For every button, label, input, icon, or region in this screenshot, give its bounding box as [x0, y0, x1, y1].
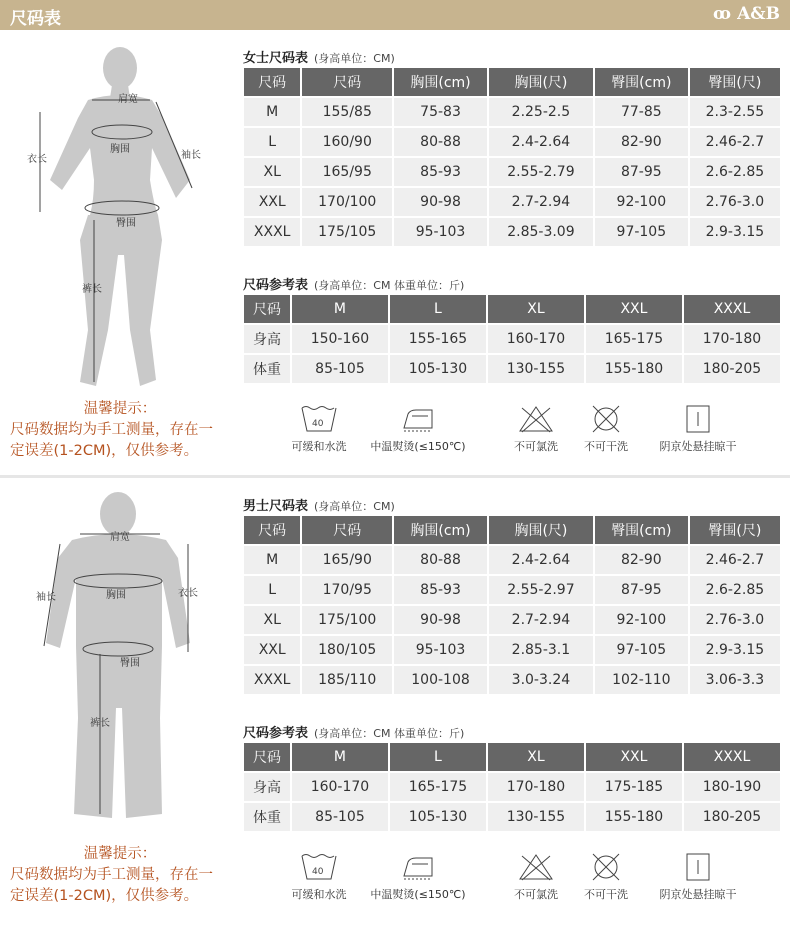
header-cell: XL	[488, 743, 584, 771]
table-cell: 170/95	[302, 576, 392, 604]
header-cell: XXXL	[684, 295, 780, 323]
table-cell: 105-130	[390, 803, 486, 831]
table-cell: 80-88	[394, 128, 487, 156]
care-label: 不可干洗	[584, 888, 628, 901]
care-item	[576, 852, 636, 902]
table-row	[244, 128, 780, 156]
table-cell: 180-205	[684, 803, 780, 831]
table-cell: 160-170	[488, 325, 584, 353]
table-cell: 155-180	[586, 355, 682, 383]
hang-dry-icon	[678, 852, 718, 882]
header-cell: XL	[488, 295, 584, 323]
table-cell: 2.9-3.15	[690, 636, 780, 664]
header-cell: XXL	[586, 743, 682, 771]
table-cell: 90-98	[394, 606, 487, 634]
brand-logo	[713, 4, 780, 24]
table-row	[244, 636, 780, 664]
women-section	[0, 30, 790, 485]
table-cell: L	[244, 128, 300, 156]
tip-line-2: 定误差(1-2CM)，仅供参考。	[10, 443, 199, 459]
women-care-icons	[240, 404, 790, 464]
header-cell: 胸围(cm)	[394, 68, 487, 96]
table-cell: 155/85	[302, 98, 392, 126]
table-cell: XL	[244, 606, 300, 634]
care-label: 阴京处悬挂晾干	[659, 888, 737, 901]
care-item	[368, 852, 468, 902]
table-cell: XXXL	[244, 666, 300, 694]
men-section	[0, 475, 790, 927]
header-cell: 胸围(cm)	[394, 516, 487, 544]
table-title-text: 女士尺码表	[243, 51, 309, 66]
header-cell: M	[292, 295, 388, 323]
table-cell: 170-180	[488, 773, 584, 801]
table-cell: 2.7-2.94	[489, 606, 593, 634]
women-size-table-title	[243, 47, 395, 66]
table-cell: 105-130	[390, 355, 486, 383]
table-cell: 87-95	[595, 576, 688, 604]
table-cell: 85-105	[292, 355, 388, 383]
table-row	[244, 546, 780, 574]
table-row	[244, 576, 780, 604]
table-cell: 2.3-2.55	[690, 98, 780, 126]
care-item	[506, 404, 566, 454]
header-cell: 尺码	[244, 295, 290, 323]
table-cell: 95-103	[394, 218, 487, 246]
table-cell: 85-93	[394, 158, 487, 186]
women-ref-table	[242, 293, 782, 385]
care-label: 不可氯洗	[514, 440, 558, 453]
table-subtitle: (身高单位：CM 体重单位：斤)	[314, 279, 465, 292]
table-cell: XL	[244, 158, 300, 186]
header-cell: L	[390, 743, 486, 771]
table-cell: L	[244, 576, 300, 604]
table-row	[244, 606, 780, 634]
men-ref-table	[242, 741, 782, 833]
table-cell: 3.06-3.3	[690, 666, 780, 694]
table-cell: 155-165	[390, 325, 486, 353]
table-cell: XXL	[244, 188, 300, 216]
table-cell: 3.0-3.24	[489, 666, 593, 694]
table-row	[244, 325, 780, 353]
care-item	[650, 852, 746, 902]
table-row	[244, 803, 780, 831]
table-cell: 82-90	[595, 546, 688, 574]
table-cell: 2.6-2.85	[690, 576, 780, 604]
table-cell: 体重	[244, 803, 290, 831]
women-label-pants: 裤长	[82, 284, 102, 295]
women-ref-table-title	[243, 274, 464, 293]
women-size-table	[242, 66, 782, 248]
care-item	[286, 852, 352, 902]
women-label-length: 衣长	[27, 154, 47, 165]
table-subtitle: (身高单位：CM)	[314, 500, 395, 513]
hand-wash-icon	[299, 404, 339, 434]
page-title: 尺码表	[10, 9, 61, 29]
table-cell: 175-185	[586, 773, 682, 801]
tip-line-1: 尺码数据均为手工测量，存在一	[10, 422, 213, 438]
header-cell: M	[292, 743, 388, 771]
men-size-table-title	[243, 495, 395, 514]
table-cell: 75-83	[394, 98, 487, 126]
tip-title: 温馨提示：	[83, 846, 157, 862]
table-cell: 2.6-2.85	[690, 158, 780, 186]
table-cell: 185/110	[302, 666, 392, 694]
iron-icon	[398, 404, 438, 434]
table-cell: 77-85	[595, 98, 688, 126]
table-cell: 2.85-3.09	[489, 218, 593, 246]
header-cell: 臀围(cm)	[595, 516, 688, 544]
table-row	[244, 773, 780, 801]
table-row	[244, 355, 780, 383]
header-cell: 臀围(尺)	[690, 68, 780, 96]
care-label: 不可氯洗	[514, 888, 558, 901]
table-title-text: 尺码参考表	[243, 278, 309, 293]
table-cell: 2.4-2.64	[489, 128, 593, 156]
women-figure	[0, 30, 240, 410]
no-dry-clean-icon	[586, 852, 626, 882]
table-header-row	[244, 295, 780, 323]
table-cell: 身高	[244, 773, 290, 801]
men-label-hip: 臀围	[120, 658, 140, 669]
table-cell: 2.46-2.7	[690, 546, 780, 574]
table-title-text: 尺码参考表	[243, 726, 309, 741]
women-label-hip: 臀围	[116, 218, 136, 229]
table-cell: 180-190	[684, 773, 780, 801]
table-cell: 102-110	[595, 666, 688, 694]
table-cell: 85-105	[292, 803, 388, 831]
table-cell: 175/100	[302, 606, 392, 634]
tip-line-2: 定误差(1-2CM)，仅供参考。	[10, 888, 199, 904]
brand-logo-mark: ꝏ	[713, 4, 732, 24]
hang-dry-icon	[678, 404, 718, 434]
care-item	[286, 404, 352, 454]
table-cell: 2.76-3.0	[690, 606, 780, 634]
care-label: 中温熨烫(≤150℃)	[370, 440, 466, 453]
table-cell: 97-105	[595, 636, 688, 664]
men-label-length: 衣长	[178, 588, 198, 599]
table-cell: 150-160	[292, 325, 388, 353]
table-cell: 175/105	[302, 218, 392, 246]
men-label-shoulder: 肩宽	[110, 532, 130, 543]
iron-icon	[398, 852, 438, 882]
table-cell: 130-155	[488, 803, 584, 831]
men-care-icons	[240, 852, 790, 912]
men-size-table	[242, 514, 782, 696]
table-cell: 2.25-2.5	[489, 98, 593, 126]
header-cell: XXL	[586, 295, 682, 323]
men-label-pants: 裤长	[90, 718, 110, 729]
table-cell: 85-93	[394, 576, 487, 604]
no-bleach-icon	[516, 852, 556, 882]
header-cell: 尺码	[244, 68, 300, 96]
table-cell: 2.7-2.94	[489, 188, 593, 216]
table-cell: 165-175	[390, 773, 486, 801]
table-cell: 97-105	[595, 218, 688, 246]
table-cell: 2.55-2.79	[489, 158, 593, 186]
table-cell: 165/90	[302, 546, 392, 574]
table-subtitle: (身高单位：CM 体重单位：斤)	[314, 727, 465, 740]
table-cell: 92-100	[595, 188, 688, 216]
header-cell: 尺码	[244, 743, 290, 771]
table-subtitle: (身高单位：CM)	[314, 52, 395, 65]
tip-title: 温馨提示：	[83, 401, 157, 417]
table-cell: 2.55-2.97	[489, 576, 593, 604]
table-cell: 160/90	[302, 128, 392, 156]
table-cell: 2.9-3.15	[690, 218, 780, 246]
care-label: 不可干洗	[584, 440, 628, 453]
table-header-row	[244, 68, 780, 96]
table-cell: 180/105	[302, 636, 392, 664]
table-cell: 80-88	[394, 546, 487, 574]
table-cell: 2.85-3.1	[489, 636, 593, 664]
header-cell: 臀围(cm)	[595, 68, 688, 96]
tip-line-1: 尺码数据均为手工测量，存在一	[10, 867, 213, 883]
care-label: 中温熨烫(≤150℃)	[370, 888, 466, 901]
table-cell: 155-180	[586, 803, 682, 831]
no-bleach-icon	[516, 404, 556, 434]
table-cell: 2.4-2.64	[489, 546, 593, 574]
table-header-row	[244, 743, 780, 771]
women-label-shoulder: 肩宽	[118, 94, 138, 105]
care-item	[576, 404, 636, 454]
table-cell: 体重	[244, 355, 290, 383]
header-cell: 尺码	[302, 68, 392, 96]
table-row	[244, 218, 780, 246]
care-item	[506, 852, 566, 902]
table-row	[244, 158, 780, 186]
wash-temperature: 40	[312, 867, 324, 877]
no-dry-clean-icon	[586, 404, 626, 434]
men-label-chest: 胸围	[106, 590, 126, 601]
table-cell: 100-108	[394, 666, 487, 694]
table-cell: 165-175	[586, 325, 682, 353]
care-label: 可缓和水洗	[291, 888, 347, 901]
table-cell: 2.46-2.7	[690, 128, 780, 156]
table-cell: M	[244, 98, 300, 126]
men-ref-table-title	[243, 722, 464, 741]
table-cell: 170/100	[302, 188, 392, 216]
table-cell: 130-155	[488, 355, 584, 383]
table-cell: 90-98	[394, 188, 487, 216]
men-figure	[0, 478, 240, 858]
table-cell: XXL	[244, 636, 300, 664]
table-cell: 165/95	[302, 158, 392, 186]
table-cell: 2.76-3.0	[690, 188, 780, 216]
table-title-text: 男士尺码表	[243, 499, 309, 514]
men-label-sleeve: 袖长	[36, 592, 56, 603]
wash-temperature: 40	[312, 419, 324, 429]
table-cell: 87-95	[595, 158, 688, 186]
table-cell: XXXL	[244, 218, 300, 246]
women-label-chest: 胸围	[110, 144, 130, 155]
header-cell: 尺码	[244, 516, 300, 544]
header-cell: L	[390, 295, 486, 323]
table-row	[244, 188, 780, 216]
care-item	[650, 404, 746, 454]
brand-logo-text: A&B	[737, 4, 780, 24]
table-cell: 170-180	[684, 325, 780, 353]
table-cell: 95-103	[394, 636, 487, 664]
care-label: 阴京处悬挂晾干	[659, 440, 737, 453]
table-cell: 160-170	[292, 773, 388, 801]
table-cell: M	[244, 546, 300, 574]
women-label-sleeve: 袖长	[181, 150, 201, 161]
care-label: 可缓和水洗	[291, 440, 347, 453]
table-row	[244, 666, 780, 694]
table-cell: 92-100	[595, 606, 688, 634]
women-tip	[0, 399, 240, 462]
table-cell: 82-90	[595, 128, 688, 156]
header-cell: 胸围(尺)	[489, 68, 593, 96]
header-cell: 胸围(尺)	[489, 516, 593, 544]
hand-wash-icon	[299, 852, 339, 882]
table-row	[244, 98, 780, 126]
table-cell: 身高	[244, 325, 290, 353]
men-tip	[0, 844, 240, 907]
header-cell: 臀围(尺)	[690, 516, 780, 544]
header-cell: 尺码	[302, 516, 392, 544]
table-cell: 180-205	[684, 355, 780, 383]
table-header-row	[244, 516, 780, 544]
care-item	[368, 404, 468, 454]
page-header	[0, 0, 790, 30]
header-cell: XXXL	[684, 743, 780, 771]
